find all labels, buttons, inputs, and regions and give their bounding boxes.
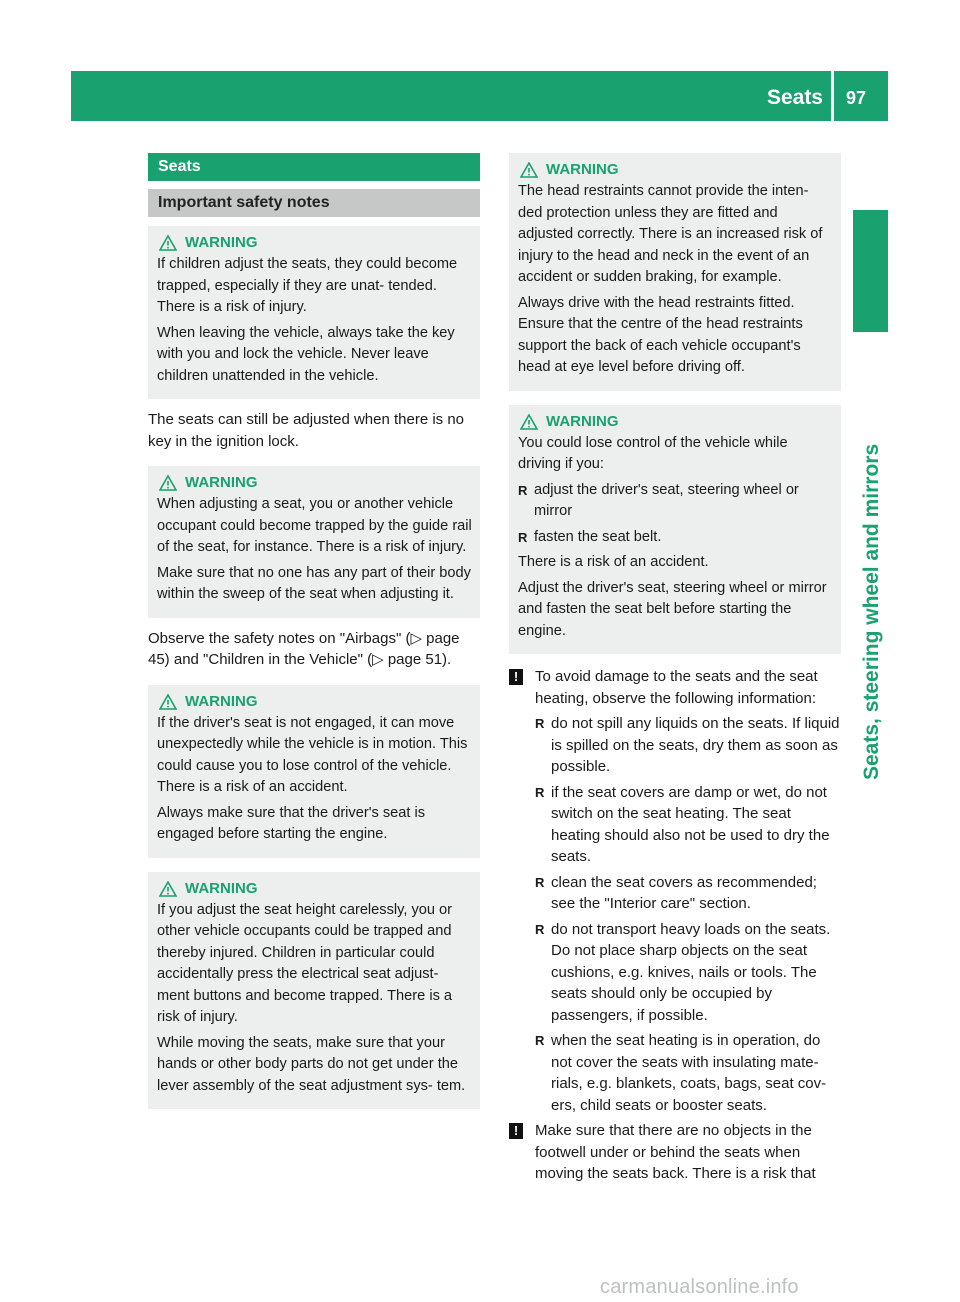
warning-box-head-restraints xyxy=(509,153,841,391)
notice-seat-damage xyxy=(509,666,841,1116)
warning-box-seat-height xyxy=(148,872,480,1110)
warning-text: The head restraints cannot provide the inten- ded protection unless they are fitted and adjusted correctly. There is an increased risk of injury to the head and neck in the event of an accident or sudden braking, for example. xyxy=(518,183,823,285)
page-number: 97 xyxy=(846,88,867,108)
warning-text: There is a risk of an accident. xyxy=(518,554,709,570)
warning-title: WARNING xyxy=(157,232,472,254)
bullet-item: R do not transport heavy loads on the seats. Do not place sharp objects on the seat cushions, e.g. knives, nails or tools. The seats should only be occupied by passengers, if possible. xyxy=(535,919,841,1027)
warning-text: When leaving the vehicle, always take the key with you and lock the vehicle. Never leave children unattended in the vehicle. xyxy=(157,324,455,384)
body-text: The seats can still be adjusted when there is no key in the ignition lock. xyxy=(148,411,465,450)
chapter-side-label: Seats, steering wheel and mirrors xyxy=(860,443,883,780)
warning-triangle-icon xyxy=(159,235,177,251)
bullet-item: R do not spill any liquids on the seats. If liquid is spilled on the seats, dry them as soon as possible. xyxy=(535,713,841,778)
warning-title: WARNING xyxy=(157,472,472,494)
warning-title: WARNING xyxy=(157,691,472,713)
warning-text: If you adjust the seat height carelessly, you or other vehicle occupants could be trapped and thereby injured. Children in particular could accidentally press the electrical seat adjust- ment buttons and become trapped. There is a risk of injury. xyxy=(157,901,453,1025)
warning-title: WARNING xyxy=(157,878,472,900)
bullet-item: R if the seat covers are damp or wet, do not switch on the seat heating. The seat heating should also not be used to dry the seats. xyxy=(535,782,841,868)
bullet-item: R fasten the seat belt. xyxy=(518,527,833,549)
bullet-item: R clean the seat covers as recommended; see the "Interior care" section. xyxy=(535,872,841,915)
warning-title: WARNING xyxy=(518,159,833,181)
warning-text: If children adjust the seats, they could become trapped, especially if they are unat- tended. There is a risk of injury. xyxy=(157,256,458,315)
warning-title: WARNING xyxy=(518,411,833,433)
warning-box-driving-control xyxy=(509,405,841,655)
header-section-title: Seats xyxy=(766,86,823,109)
warning-text: If the driver's seat is not engaged, it can move unexpectedly while the vehicle is in motion. This could cause you to lose control of the vehicle. There is a risk of an accident. xyxy=(157,714,468,795)
warning-triangle-icon xyxy=(520,414,538,430)
right-column xyxy=(509,153,841,1189)
warning-box-guide-rail xyxy=(148,466,480,618)
bullet-item: R adjust the driver's seat, steering wheel or mirror xyxy=(518,480,833,523)
warning-box-children xyxy=(148,226,480,399)
notice-footwell xyxy=(509,1120,841,1185)
bullet-item: R when the seat heating is in operation, do not cover the seats with insulating mate- rials, e.g. blankets, coats, bags, seat cov- ers, child seats or booster seats. xyxy=(535,1030,841,1116)
warning-triangle-icon xyxy=(520,162,538,178)
section-heading: Seats xyxy=(148,153,480,181)
warning-triangle-icon xyxy=(159,475,177,491)
header-bar xyxy=(71,71,888,121)
header-divider xyxy=(831,71,834,121)
subsection-heading: Important safety notes xyxy=(148,189,480,217)
notice-text: To avoid damage to the seats and the seat heating, observe the following information: xyxy=(535,668,818,707)
warning-text: While moving the seats, make sure that your hands or other body parts do not get under the lever assembly of the seat adjustment sys- tem. xyxy=(157,1034,466,1094)
chapter-tab-marker xyxy=(853,210,888,332)
warning-text: Always make sure that the driver's seat is engaged before starting the engine. xyxy=(157,804,426,842)
warning-triangle-icon xyxy=(159,881,177,897)
watermark: carmanualsonline.info xyxy=(600,1276,799,1298)
warning-text: You could lose control of the vehicle while driving if you: xyxy=(518,434,788,472)
body-text-cross-reference: Observe the safety notes on "Airbags" (▷ page 45) and "Children in the Vehicle" (▷ page 51). xyxy=(148,629,460,668)
left-column xyxy=(148,153,480,1109)
exclamation-icon: ! xyxy=(509,1123,523,1139)
exclamation-icon: ! xyxy=(509,669,523,685)
warning-text: Always drive with the head restraints fitted. Ensure that the centre of the head restraints support the back of each vehicle occupant's head at eye level before driving off. xyxy=(518,294,803,375)
warning-text: Make sure that no one has any part of their body within the sweep of the seat when adjusting it. xyxy=(157,564,471,602)
warning-triangle-icon xyxy=(159,694,177,710)
warning-text: Adjust the driver's seat, steering wheel or mirror and fasten the seat belt before starting the engine. xyxy=(518,579,827,639)
warning-text: When adjusting a seat, you or another vehicle occupant could become trapped by the guide rail of the seat, for instance. There is a risk of injury. xyxy=(157,496,472,555)
notice-text: Make sure that there are no objects in the footwell under or behind the seats when moving the seats back. There is a risk that xyxy=(535,1122,816,1182)
warning-box-seat-engaged xyxy=(148,685,480,858)
